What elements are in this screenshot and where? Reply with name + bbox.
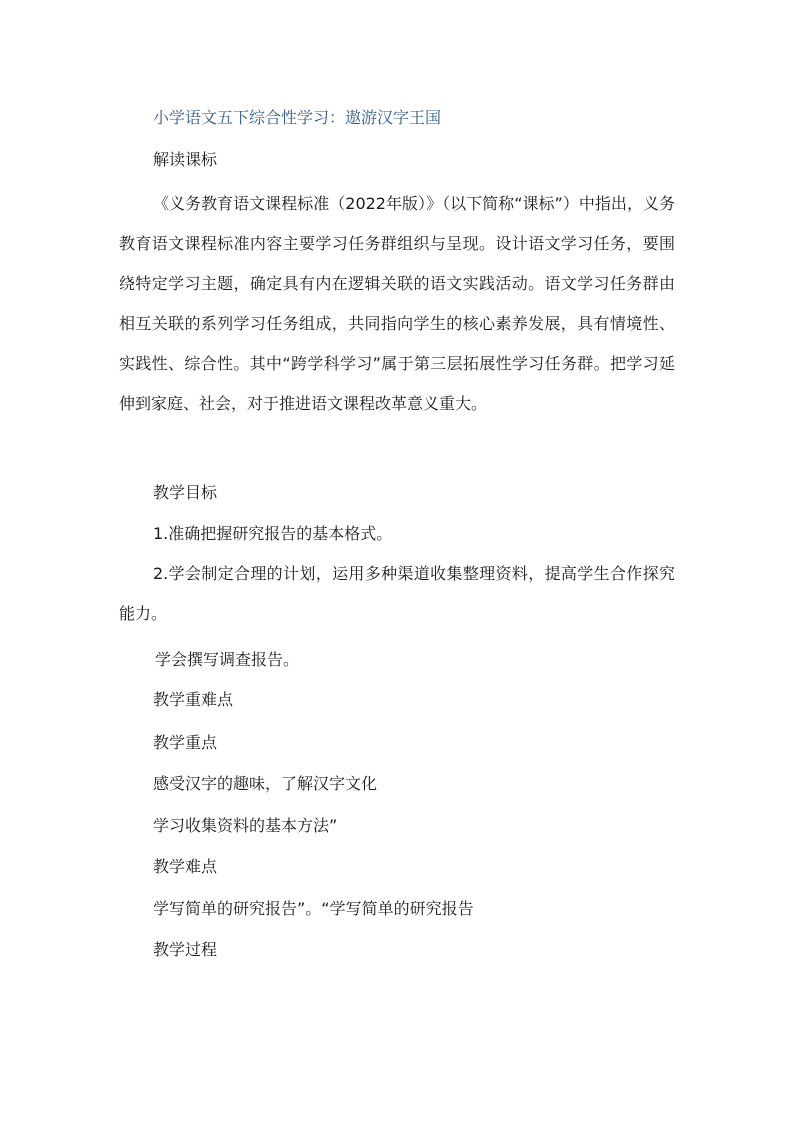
difficult-point-1: 学写简单的研究报告”。“学写简单的研究报告 [153,899,474,918]
key-point-2: 学习收集资料的基本方法” [153,816,338,835]
section-heading-key-points: 教学重点 [153,733,218,752]
paragraph-standards: 《义务教育语文课程标准（2022年版）》（以下简称“课标”）中指出，义务教育语文课程标准内容主要学习任务群组织与呈现。设计语文学习任务，要围绕特定学习主题，确定具有内在逻辑关联的语文实践活动。语文学习任务群由相互关联的系列学习任务组成，共同指向学生的核心素养发展，具有情境性、实践性、综合性。其中“跨学科学习”属于第三层拓展性学习任务群。把学习延伸到家庭、社会，对于推进语文课程改革意义重大。 [119,194,675,413]
goal-item-1: 1.准确把握研究报告的基本格式。 [153,524,393,543]
key-point-1: 感受汉字的趣味，了解汉字文化 [153,774,378,793]
goal-item-3: 学会撰写调查报告。 [155,650,300,669]
section-heading-goals: 教学目标 [153,483,218,502]
section-heading-difficult-points: 教学难点 [153,857,218,876]
section-heading-key-difficult: 教学重难点 [153,690,234,709]
goal-item-2: 2.学会制定合理的计划，运用多种渠道收集整理资料，提高学生合作探究能力。 [119,564,675,623]
document-title: 小学语文五下综合性学习：遨游汉字王国 [153,108,442,127]
section-heading-reading: 解读课标 [153,150,218,169]
section-heading-process: 教学过程 [153,940,218,959]
